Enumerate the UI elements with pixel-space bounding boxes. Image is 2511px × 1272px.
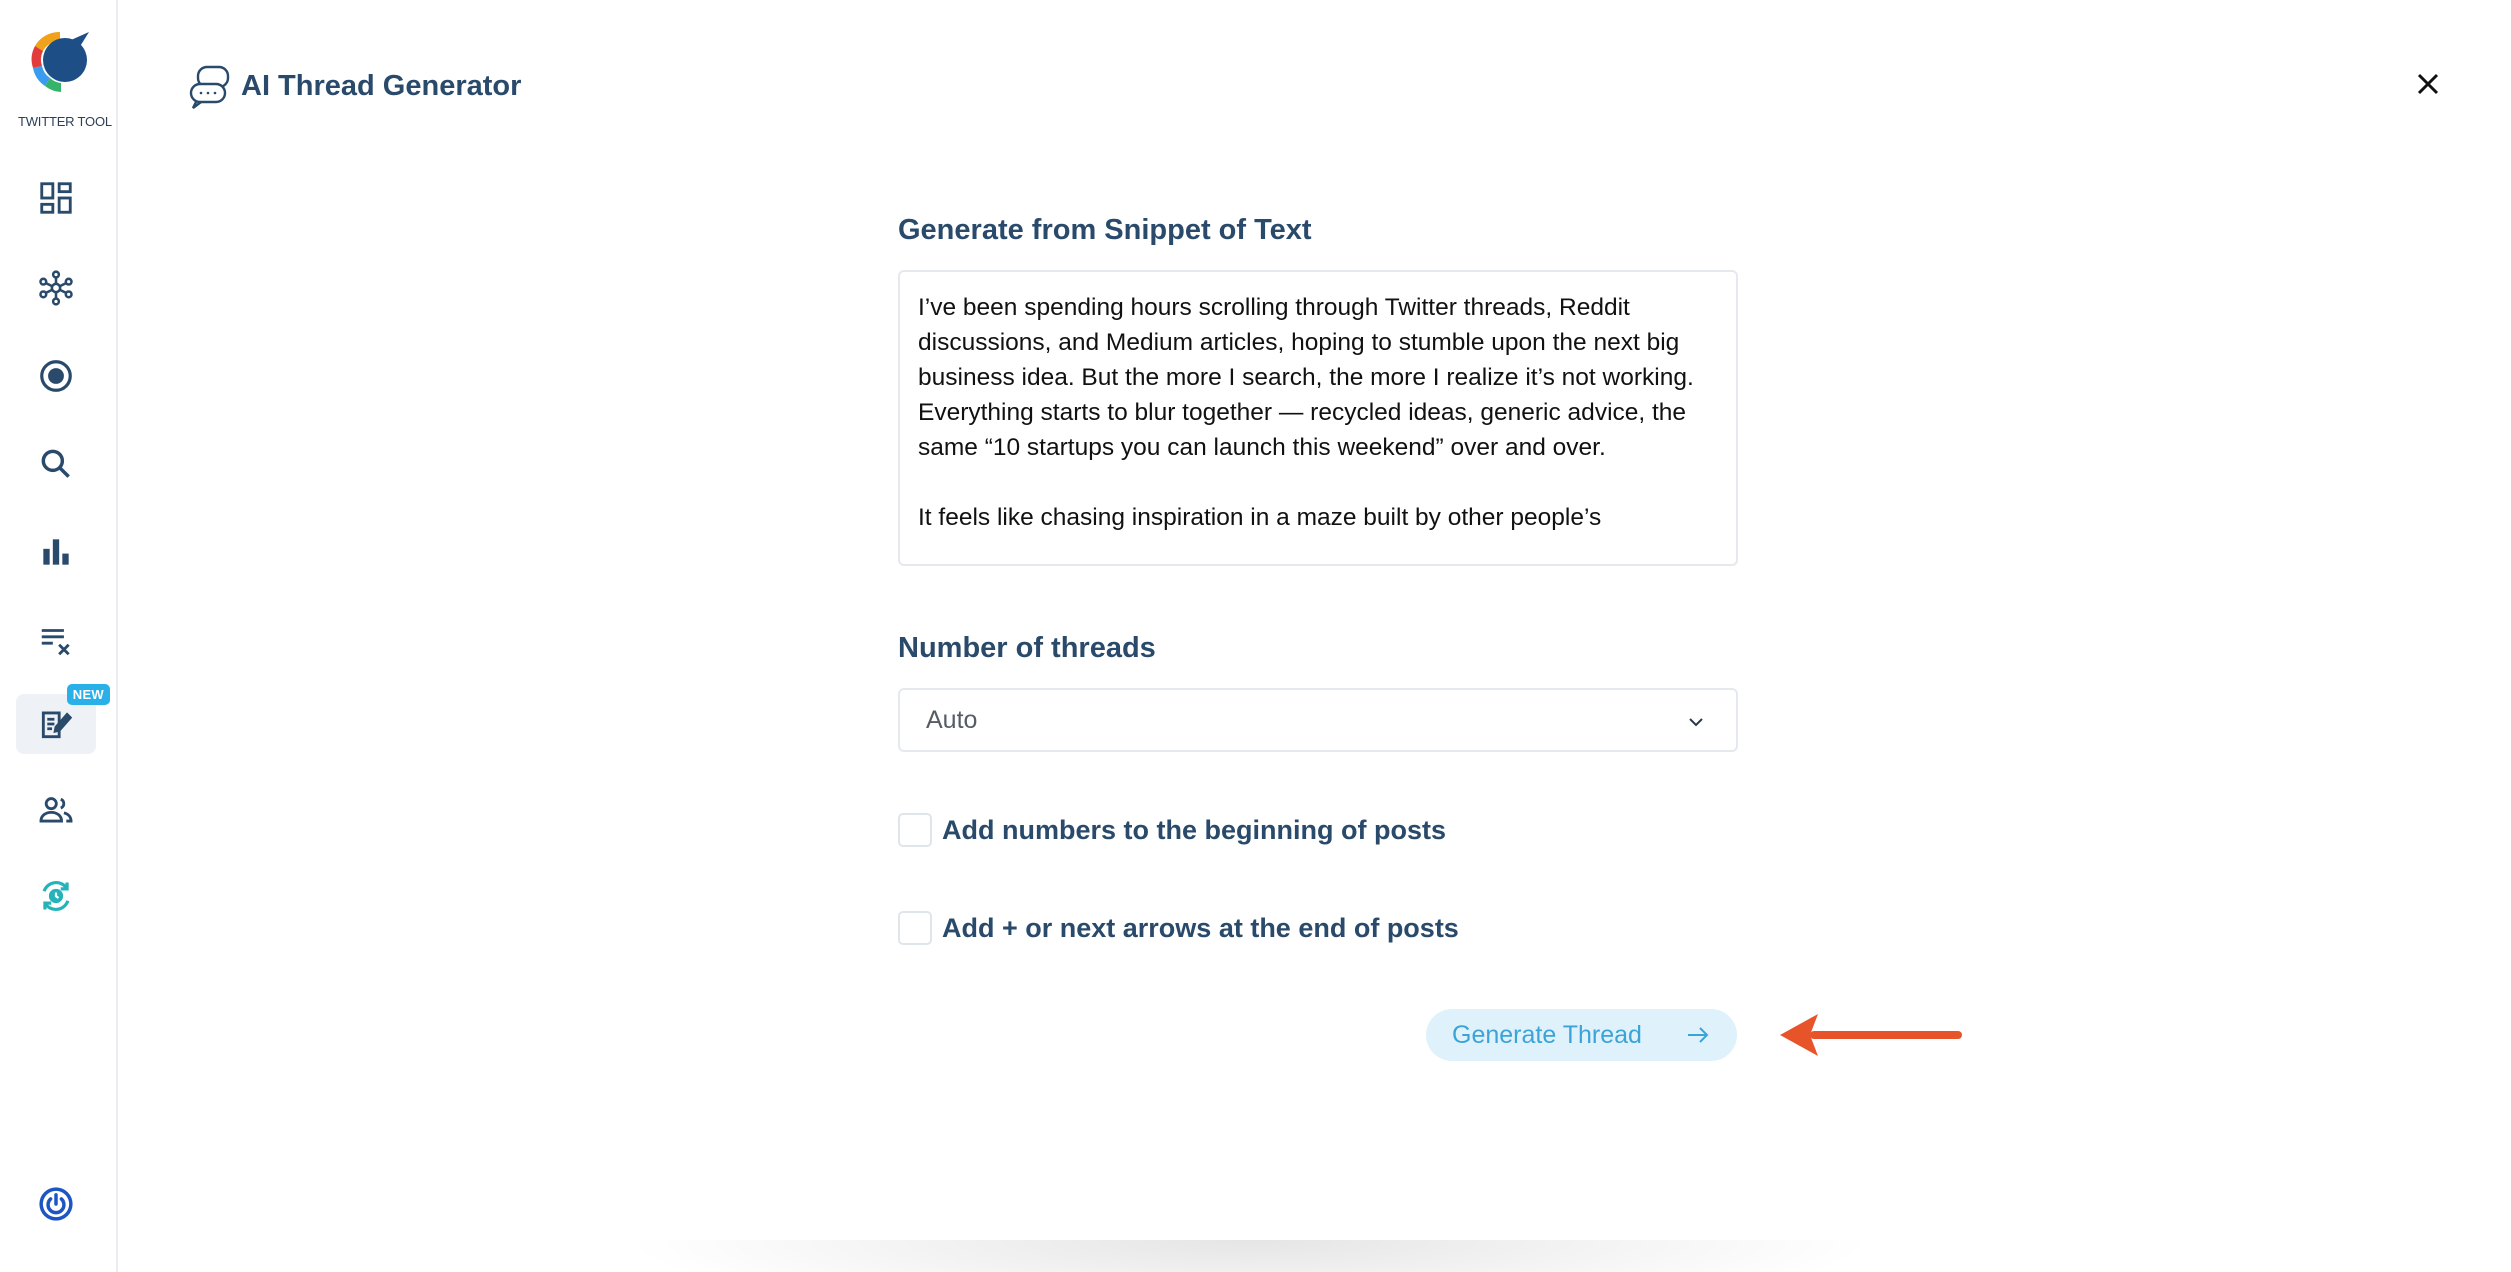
app-logo[interactable]	[18, 26, 112, 136]
snippet-textarea[interactable]: I’ve been spending hours scrolling through Twitter threads, Reddit discussions, and Medium articles, hoping to stumble upon the next big business idea. But the more I search, the more I realize it’s not working. Everything starts to blur together — recycled ideas, generic advice, the same “10 startups you can launch this weekend” over and over. It feels like chasing inspiration in a maze built by other people’s	[898, 270, 1738, 566]
arrows-checkbox-row[interactable]	[898, 911, 1459, 945]
sidebar-item-analytics[interactable]	[16, 522, 96, 582]
record-icon	[37, 357, 75, 395]
sidebar-power[interactable]	[16, 1174, 96, 1234]
users-icon	[37, 791, 75, 829]
dashboard-icon	[37, 179, 75, 217]
threads-selected-value: Auto	[926, 705, 978, 734]
sidebar-item-dashboard[interactable]	[16, 168, 96, 228]
clear-list-icon	[37, 621, 75, 659]
annotation-arrow	[1778, 1012, 1962, 1058]
logo-text: TWITTER TOOL	[18, 114, 112, 129]
sidebar-item-record[interactable]	[16, 346, 96, 406]
sidebar-item-network[interactable]	[16, 258, 96, 318]
sidebar-item-users[interactable]	[16, 780, 96, 840]
arrows-checkbox-label: Add + or next arrows at the end of posts	[942, 912, 1459, 943]
history-sync-icon	[37, 877, 75, 915]
bar-chart-icon	[37, 533, 75, 571]
page-title: AI Thread Generator	[241, 70, 522, 102]
generate-thread-label: Generate Thread	[1452, 1020, 1642, 1049]
thread-generator-icon	[188, 64, 232, 110]
generate-thread-button[interactable]	[1426, 1009, 1737, 1061]
numbers-checkbox-label: Add numbers to the beginning of posts	[942, 814, 1446, 845]
arrows-checkbox[interactable]	[898, 911, 932, 945]
sidebar	[0, 0, 118, 1272]
new-badge: NEW	[67, 684, 110, 705]
numbers-checkbox[interactable]	[898, 813, 932, 847]
threads-select[interactable]	[898, 688, 1738, 752]
logo-icon	[27, 26, 93, 94]
snippet-label: Generate from Snippet of Text	[898, 214, 1312, 246]
sidebar-item-clear-list[interactable]	[16, 610, 96, 670]
chevron-down-icon	[1684, 710, 1708, 734]
compose-icon	[37, 705, 75, 743]
close-icon[interactable]	[2412, 68, 2444, 100]
threads-label: Number of threads	[898, 632, 1156, 664]
power-icon	[37, 1185, 75, 1223]
sidebar-item-history[interactable]	[16, 866, 96, 926]
sidebar-item-search[interactable]	[16, 434, 96, 494]
numbers-checkbox-row[interactable]	[898, 813, 1446, 847]
arrow-right-icon	[1685, 1025, 1711, 1045]
network-icon	[37, 269, 75, 307]
sidebar-item-compose[interactable]	[16, 687, 104, 754]
search-icon	[37, 445, 75, 483]
modal-bottom-shadow	[620, 1240, 1880, 1272]
